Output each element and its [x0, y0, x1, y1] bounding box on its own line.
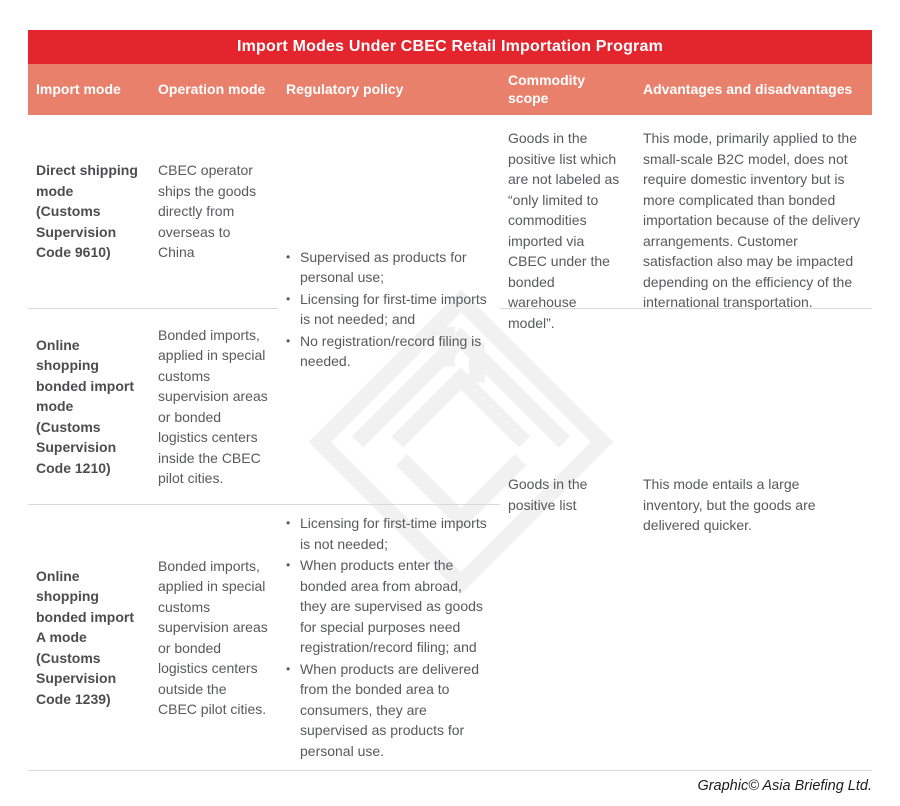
- header-import-mode: Import mode: [36, 80, 121, 97]
- regulatory-policy-row-3: [278, 505, 500, 770]
- commodity-scope-rows-2-3: [500, 309, 635, 770]
- bullet-text: When products enter the bonded area from abroad, they are supervised as goods for special purposes need registration/record filing; and: [300, 557, 483, 655]
- list-item: [286, 513, 490, 554]
- bullet-text: Licensing for first-time imports is not needed;: [300, 515, 487, 552]
- advantages-rows-2-3: [635, 309, 872, 770]
- bullet-text: Supervised as products for personal use;: [300, 248, 467, 285]
- list-item: [286, 659, 490, 762]
- bullet-icon: •: [286, 516, 291, 530]
- bullet-list: [286, 247, 490, 373]
- list-item: [286, 331, 490, 372]
- bullet-icon: •: [286, 661, 291, 676]
- operation-mode-text: Bonded imports, applied in special customs supervision areas or bonded logistics centers inside the CBEC pilot cities.: [158, 326, 268, 486]
- bullet-icon: •: [286, 333, 291, 348]
- bullet-icon: •: [286, 249, 291, 264]
- operation-mode-row3: [150, 505, 278, 770]
- table-row: [28, 115, 150, 309]
- operation-mode-row2: [150, 309, 278, 505]
- operation-mode-row1: [150, 115, 278, 309]
- bullet-list: [286, 513, 490, 762]
- operation-mode-text: Bonded imports, applied in special customs supervision areas or bonded logistics centers outside the CBEC pilot cities.: [158, 557, 268, 717]
- commodity-scope-text: Goods in the positive list: [508, 476, 588, 513]
- header-operation-mode: Operation mode: [158, 80, 266, 97]
- bullet-text: No registration/record filing is needed.: [300, 332, 482, 369]
- advantages-text: This mode, primarily applied to the small-scale B2C model, does not require domestic inventory but is more complicated than bonded importation because of the delivery arrangements. Customer satisfaction also may be impacted depending on the efficiency of the international transportation.: [643, 130, 861, 310]
- commodity-scope-row1: [500, 115, 635, 331]
- table-row: [28, 309, 150, 505]
- infographic-table: [28, 30, 872, 771]
- table-header-row: [28, 64, 872, 115]
- advantages-row1: [635, 115, 872, 309]
- list-item: [286, 289, 490, 330]
- table-title: Import Modes Under CBEC Retail Importation Program: [28, 30, 872, 64]
- table-body: [28, 115, 872, 771]
- advantages-text: This mode entails a large inventory, but the goods are delivered quicker.: [643, 476, 816, 533]
- bullet-text: When products are delivered from the bonded area to consumers, they are supervised as products for personal use.: [300, 660, 479, 759]
- bullet-icon: •: [286, 558, 291, 572]
- import-mode-direct-shipping: Direct shipping mode (Customs Supervision Code 9610): [36, 162, 138, 261]
- header-regulatory-policy: Regulatory policy: [286, 80, 404, 97]
- header-advantages: Advantages and disadvantages: [643, 80, 853, 97]
- operation-mode-text: CBEC operator ships the goods directly from overseas to China: [158, 162, 257, 261]
- header-commodity-scope: Commodity scope: [508, 72, 585, 106]
- import-mode-bonded-1239: Online shopping bonded import A mode (Customs Supervision Code 1239): [36, 567, 134, 707]
- credit-line: Graphic© Asia Briefing Ltd.: [697, 778, 872, 794]
- regulatory-policy-rows-1-2: [278, 115, 500, 505]
- bullet-text: Licensing for first-time imports is not needed; and: [300, 290, 487, 327]
- import-mode-bonded-1210: Online shopping bonded import mode (Customs Supervision Code 1210): [36, 336, 134, 476]
- table-row: [28, 505, 150, 770]
- bullet-icon: •: [286, 291, 291, 306]
- list-item: [286, 247, 490, 288]
- list-item: [286, 555, 490, 658]
- commodity-scope-text: Goods in the positive list which are not labeled as “only limited to commodities imported via CBEC under the bonded warehouse model”.: [508, 130, 620, 331]
